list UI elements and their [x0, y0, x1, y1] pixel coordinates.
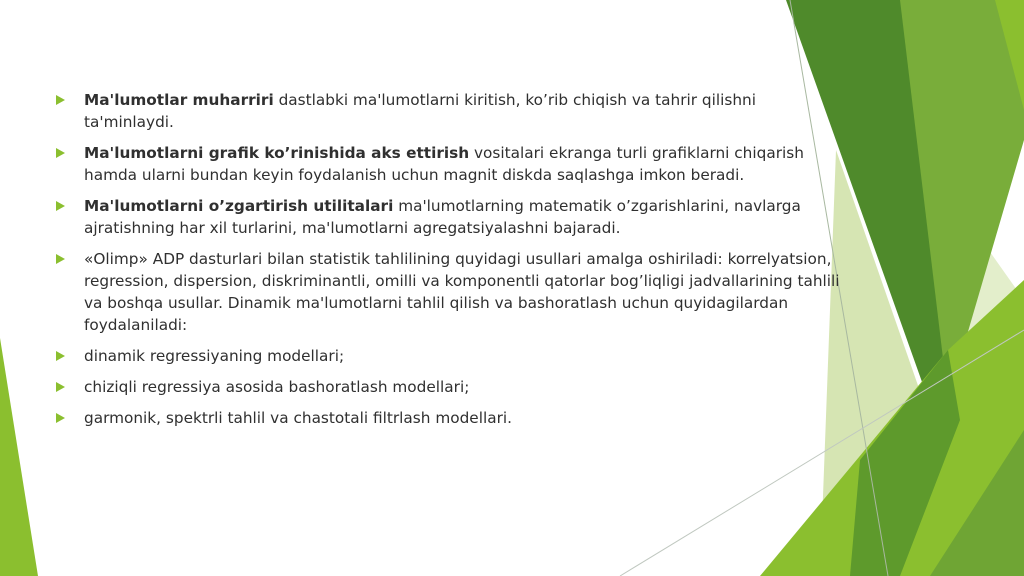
bullet-item: [56, 376, 846, 398]
triangle-right-icon: [56, 351, 65, 361]
bullet-item: [56, 195, 846, 239]
triangle-right-icon: [56, 254, 65, 264]
triangle-right-icon: [56, 201, 65, 211]
bullet-bold-text: Ma'lumotlarni grafik ko’rinishida aks ettirish: [84, 144, 470, 162]
bullet-item: [56, 142, 846, 186]
bullet-text: «Olimp» ADP dasturlari bilan statistik tahlilining quyidagi usullari amalga oshiriladi: korrelyatsion, regression, dispersion, diskriminantli, omilli va komponentli qatorlar bog’liqligi jadvallarining tahlili va boshqa usullar. Dinamik ma'lumotlarni tahlil qilish va bashoratlash uchun quyidagilardan foydalaniladi:: [84, 250, 840, 334]
bullet-item: [56, 89, 846, 133]
bullet-item: [56, 248, 846, 336]
triangle-right-icon: [56, 382, 65, 392]
bullet-text: dinamik regressiyaning modellari;: [84, 347, 345, 365]
bullet-item: [56, 407, 846, 429]
bullet-text: vositalari ekranga turli grafiklarni chiqarish hamda ularni bundan keyin foydalanish uchun magnit diskda saqlashga imkon beradi.: [84, 144, 804, 184]
bullet-bold-text: Ma'lumotlar muharriri: [84, 91, 274, 109]
bullet-list: [56, 89, 846, 438]
triangle-right-icon: [56, 413, 65, 423]
left-green-sliver: [0, 338, 38, 576]
bullet-text: dastlabki ma'lumotlarni kiritish, ko’rib chiqish va tahrir qilishni ta'minlaydi.: [84, 91, 756, 131]
bullet-text: ma'lumotlarning matematik o’zgarishlarini, navlarga ajratishning har xil turlarini, ma'lumotlarni agregatsiyalashni bajaradi.: [84, 197, 801, 237]
triangle-right-icon: [56, 95, 65, 105]
bullet-bold-text: Ma'lumotlarni o’zgartirish utilitalari: [84, 197, 394, 215]
bullet-item: [56, 345, 846, 367]
bullet-text: chiziqli regressiya asosida bashoratlash modellari;: [84, 378, 470, 396]
bullet-text: garmonik, spektrli tahlil va chastotali filtrlash modellari.: [84, 409, 512, 427]
triangle-right-icon: [56, 148, 65, 158]
